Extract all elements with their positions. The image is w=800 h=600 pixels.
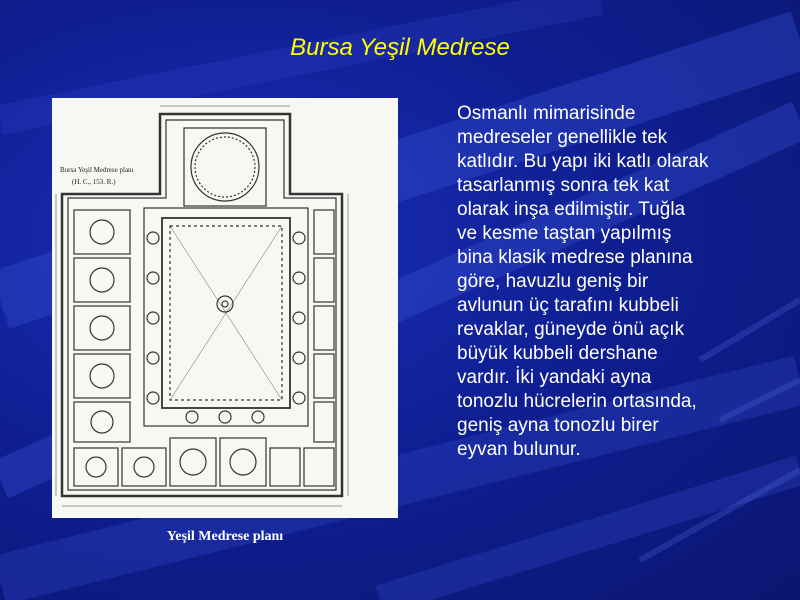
body-paragraph: Osmanlı mimarisinde medreseler genellikle tek katlıdır. Bu yapı iki katlı olarak tasarlanmış sonra tek kat olarak inşa edilmiştir. Tuğla ve kesme taştan yapılmış bina klasik medrese planına göre, havuzlu geniş bir avlunun üç tarafını kubbeli revaklar, güneyde önü açık büyük kubbeli dershane vardır. İki yandaki ayna tonozlu hücrelerin ortasında, geniş ayna tonozlu birer eyvan bulunur. [457,103,709,460]
slide-title: Bursa Yeşil Medrese [290,34,510,61]
plan-caption: Yeşil Medrese planı [166,529,284,544]
plan-label: Bursa Yeşil Medrese planı [60,166,134,174]
floor-plan-image [52,98,398,518]
floor-plan-drawing [52,98,398,518]
plan-reference: (H. C., 153. R.) [72,178,116,186]
